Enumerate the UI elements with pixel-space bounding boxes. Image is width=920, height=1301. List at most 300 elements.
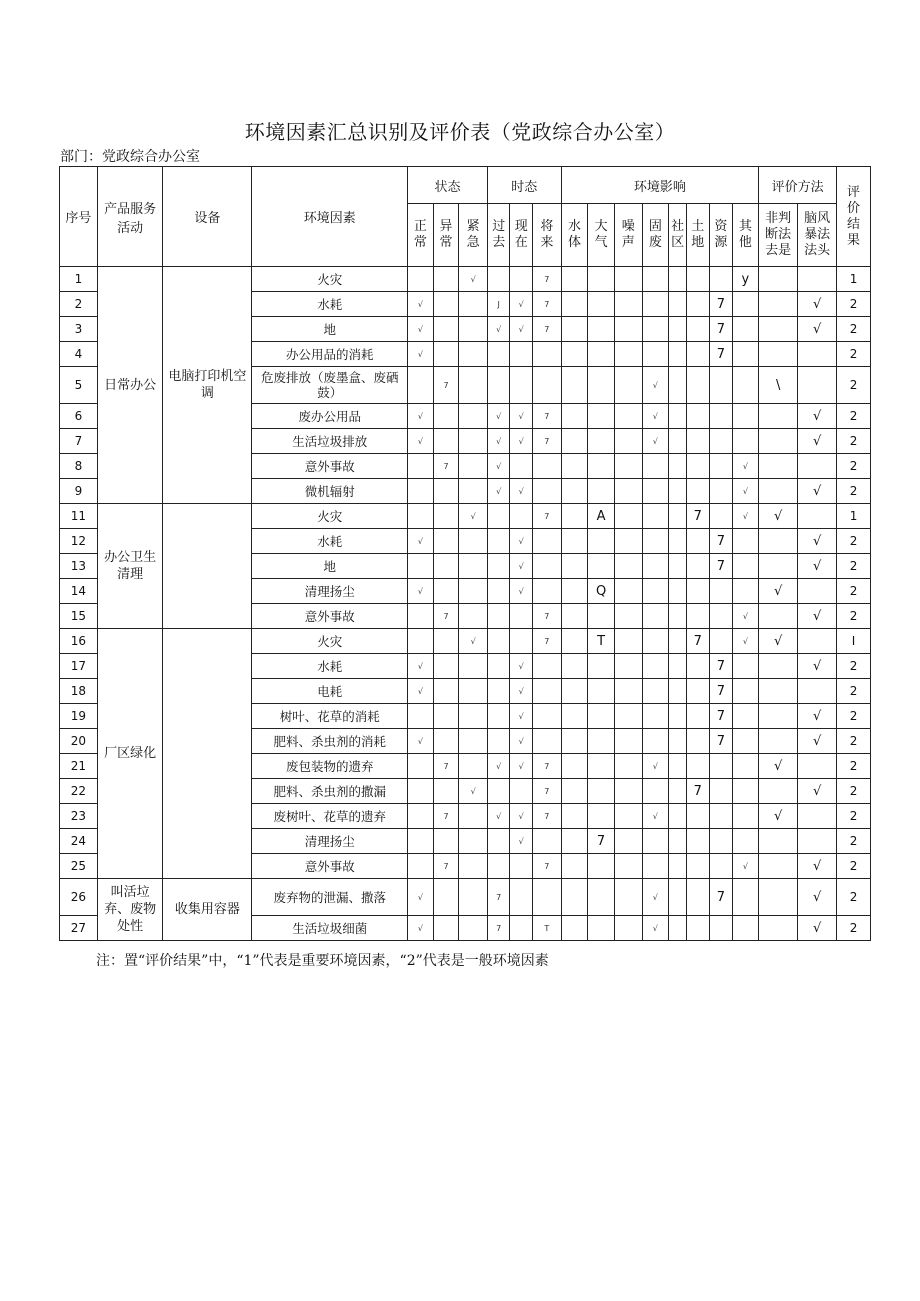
mark-cell [732, 529, 759, 554]
mark-cell [459, 754, 488, 779]
mark-cell [588, 704, 615, 729]
subheader: 噪声 [614, 204, 642, 267]
mark-cell [732, 704, 759, 729]
mark-cell: √ [510, 317, 533, 342]
row-seq: 20 [60, 729, 98, 754]
mark-cell [487, 779, 510, 804]
mark-cell [532, 454, 561, 479]
mark-cell: 7 [686, 504, 710, 529]
mark-cell: √ [798, 479, 837, 504]
mark-cell: √ [510, 579, 533, 604]
mark-cell: √ [732, 454, 759, 479]
mark-cell [459, 342, 488, 367]
mark-cell [642, 529, 669, 554]
mark-cell: 7 [532, 404, 561, 429]
mark-cell [561, 604, 588, 629]
mark-cell [433, 579, 459, 604]
mark-cell [510, 504, 533, 529]
mark-cell [588, 916, 615, 941]
mark-cell [561, 829, 588, 854]
mark-cell: 7 [710, 529, 733, 554]
mark-cell [614, 529, 642, 554]
mark-cell [433, 729, 459, 754]
mark-cell [614, 429, 642, 454]
mark-cell [642, 679, 669, 704]
mark-cell: √ [759, 629, 798, 654]
mark-cell [588, 779, 615, 804]
mark-cell [561, 579, 588, 604]
mark-cell [433, 879, 459, 916]
mark-cell [408, 367, 434, 404]
mark-cell: √ [459, 629, 488, 654]
mark-cell [669, 654, 686, 679]
mark-cell: √ [459, 267, 488, 292]
mark-cell: √ [510, 554, 533, 579]
mark-cell [686, 829, 710, 854]
mark-cell: √ [642, 879, 669, 916]
mark-cell [686, 479, 710, 504]
mark-cell [732, 729, 759, 754]
mark-cell [487, 629, 510, 654]
row-result: 2 [837, 729, 871, 754]
mark-cell [732, 579, 759, 604]
mark-cell: √ [459, 779, 488, 804]
mark-cell [642, 267, 669, 292]
group-equipment [163, 504, 252, 629]
mark-cell [487, 679, 510, 704]
mark-cell: √ [798, 429, 837, 454]
mark-cell [561, 479, 588, 504]
mark-cell [798, 804, 837, 829]
mark-cell [588, 342, 615, 367]
mark-cell [669, 804, 686, 829]
group-equipment: 电脑打印机空调 [163, 267, 252, 504]
mark-cell [408, 704, 434, 729]
mark-cell [642, 342, 669, 367]
mark-cell: 7 [532, 292, 561, 317]
row-result: 2 [837, 429, 871, 454]
row-factor: 微机辐射 [252, 479, 408, 504]
row-factor: 废包装物的遗弃 [252, 754, 408, 779]
mark-cell [459, 479, 488, 504]
mark-cell [561, 367, 588, 404]
mark-cell [561, 454, 588, 479]
row-factor: 水耗 [252, 292, 408, 317]
mark-cell [614, 479, 642, 504]
row-seq: 27 [60, 916, 98, 941]
mark-cell [669, 779, 686, 804]
mark-cell [408, 267, 434, 292]
row-factor: 清理扬尘 [252, 829, 408, 854]
mark-cell [588, 754, 615, 779]
mark-cell: 7 [487, 879, 510, 916]
mark-cell: 7 [433, 754, 459, 779]
row-result: 2 [837, 554, 871, 579]
row-seq: 11 [60, 504, 98, 529]
mark-cell: √ [408, 529, 434, 554]
subheader: 非判断法去是 [759, 204, 798, 267]
row-result: 2 [837, 916, 871, 941]
subheader: 脑风暴法法头 [798, 204, 837, 267]
mark-cell: 7 [710, 729, 733, 754]
mark-cell: 7 [532, 779, 561, 804]
mark-cell: √ [759, 754, 798, 779]
row-seq: 22 [60, 779, 98, 804]
mark-cell [510, 916, 533, 941]
mark-cell: 7 [532, 429, 561, 454]
mark-cell [669, 429, 686, 454]
mark-cell [669, 554, 686, 579]
mark-cell [710, 504, 733, 529]
mark-cell: √ [510, 429, 533, 454]
mark-cell [669, 454, 686, 479]
row-result: 2 [837, 879, 871, 916]
mark-cell [408, 504, 434, 529]
header-method: 评价方法 [759, 167, 837, 204]
row-factor: 火灾 [252, 629, 408, 654]
mark-cell [459, 729, 488, 754]
row-factor: 树叶、花草的消耗 [252, 704, 408, 729]
mark-cell: √ [487, 754, 510, 779]
mark-cell: 7 [487, 916, 510, 941]
row-result: 2 [837, 779, 871, 804]
mark-cell: 7 [710, 879, 733, 916]
header-equipment: 设备 [163, 167, 252, 267]
mark-cell [642, 479, 669, 504]
mark-cell [710, 916, 733, 941]
subheader: 土地 [686, 204, 710, 267]
row-seq: 24 [60, 829, 98, 854]
header-activity: 产品服务活动 [97, 167, 163, 267]
row-factor: 水耗 [252, 654, 408, 679]
row-seq: 3 [60, 317, 98, 342]
mark-cell [588, 454, 615, 479]
mark-cell [459, 429, 488, 454]
mark-cell [614, 854, 642, 879]
mark-cell [798, 342, 837, 367]
mark-cell [561, 804, 588, 829]
mark-cell [686, 916, 710, 941]
mark-cell [532, 554, 561, 579]
mark-cell [459, 554, 488, 579]
mark-cell [408, 629, 434, 654]
mark-cell: √ [408, 729, 434, 754]
mark-cell: √ [408, 342, 434, 367]
row-result: 2 [837, 829, 871, 854]
mark-cell [686, 267, 710, 292]
mark-cell [408, 554, 434, 579]
row-factor: 意外事故 [252, 854, 408, 879]
mark-cell [798, 579, 837, 604]
mark-cell [532, 654, 561, 679]
mark-cell [686, 604, 710, 629]
mark-cell [561, 754, 588, 779]
mark-cell [588, 679, 615, 704]
mark-cell [759, 704, 798, 729]
mark-cell [642, 704, 669, 729]
row-factor: 火灾 [252, 267, 408, 292]
mark-cell [669, 267, 686, 292]
mark-cell: 7 [710, 654, 733, 679]
mark-cell [487, 579, 510, 604]
mark-cell: √ [487, 404, 510, 429]
subheader: 其他 [732, 204, 759, 267]
mark-cell [588, 804, 615, 829]
table-row [60, 504, 871, 529]
mark-cell [732, 342, 759, 367]
mark-cell [798, 367, 837, 404]
mark-cell: √ [408, 579, 434, 604]
row-seq: 17 [60, 654, 98, 679]
mark-cell [669, 879, 686, 916]
row-result: 2 [837, 342, 871, 367]
mark-cell [686, 729, 710, 754]
mark-cell [732, 804, 759, 829]
group-equipment [163, 629, 252, 879]
row-seq: 19 [60, 704, 98, 729]
mark-cell [487, 829, 510, 854]
mark-cell: √ [732, 629, 759, 654]
row-result: 2 [837, 604, 871, 629]
row-seq: 18 [60, 679, 98, 704]
mark-cell [459, 854, 488, 879]
mark-cell [561, 267, 588, 292]
mark-cell: √ [642, 804, 669, 829]
mark-cell [588, 404, 615, 429]
mark-cell [669, 679, 686, 704]
mark-cell [588, 292, 615, 317]
mark-cell [710, 479, 733, 504]
mark-cell [588, 554, 615, 579]
mark-cell [759, 779, 798, 804]
mark-cell [408, 479, 434, 504]
mark-cell [759, 854, 798, 879]
mark-cell: T [588, 629, 615, 654]
mark-cell: √ [459, 504, 488, 529]
mark-cell [642, 292, 669, 317]
table-row [60, 267, 871, 292]
mark-cell [408, 454, 434, 479]
mark-cell [669, 479, 686, 504]
mark-cell [561, 629, 588, 654]
mark-cell [532, 579, 561, 604]
mark-cell [433, 654, 459, 679]
mark-cell [614, 404, 642, 429]
mark-cell [759, 479, 798, 504]
mark-cell [487, 342, 510, 367]
row-seq: 5 [60, 367, 98, 404]
mark-cell [459, 604, 488, 629]
mark-cell [487, 529, 510, 554]
mark-cell: √ [642, 754, 669, 779]
mark-cell: √ [510, 804, 533, 829]
mark-cell [561, 529, 588, 554]
mark-cell: √ [798, 404, 837, 429]
mark-cell [759, 729, 798, 754]
mark-cell [487, 504, 510, 529]
mark-cell [732, 429, 759, 454]
mark-cell [798, 754, 837, 779]
mark-cell [614, 754, 642, 779]
mark-cell [433, 829, 459, 854]
mark-cell: √ [798, 554, 837, 579]
mark-cell [710, 429, 733, 454]
mark-cell [561, 679, 588, 704]
mark-cell [759, 342, 798, 367]
mark-cell: √ [798, 604, 837, 629]
row-result: 2 [837, 317, 871, 342]
mark-cell [459, 367, 488, 404]
mark-cell [686, 679, 710, 704]
mark-cell [759, 879, 798, 916]
header-factor: 环境因素 [252, 167, 408, 267]
header-impact: 环境影响 [561, 167, 759, 204]
mark-cell [732, 292, 759, 317]
mark-cell [614, 317, 642, 342]
row-factor: 办公用品的消耗 [252, 342, 408, 367]
mark-cell: √ [510, 479, 533, 504]
mark-cell [614, 342, 642, 367]
mark-cell: 7 [710, 679, 733, 704]
mark-cell [532, 367, 561, 404]
subheader: 过去 [487, 204, 510, 267]
row-result: 2 [837, 804, 871, 829]
mark-cell [510, 879, 533, 916]
mark-cell [686, 529, 710, 554]
mark-cell [433, 554, 459, 579]
mark-cell [669, 529, 686, 554]
mark-cell: √ [510, 754, 533, 779]
mark-cell [588, 367, 615, 404]
mark-cell: T [532, 916, 561, 941]
row-result: 1 [837, 267, 871, 292]
row-factor: 废办公用品 [252, 404, 408, 429]
mark-cell [710, 629, 733, 654]
mark-cell [561, 654, 588, 679]
mark-cell [759, 404, 798, 429]
mark-cell: √ [510, 654, 533, 679]
mark-cell [408, 604, 434, 629]
mark-cell [614, 879, 642, 916]
mark-cell [459, 679, 488, 704]
mark-cell [798, 679, 837, 704]
mark-cell: 7 [433, 854, 459, 879]
mark-cell: √ [408, 317, 434, 342]
mark-cell [561, 779, 588, 804]
row-result: 2 [837, 529, 871, 554]
mark-cell [710, 367, 733, 404]
mark-cell [532, 829, 561, 854]
mark-cell: 7 [532, 754, 561, 779]
row-seq: 12 [60, 529, 98, 554]
mark-cell [614, 604, 642, 629]
group-activity: 厂区绿化 [97, 629, 163, 879]
header-tense: 时态 [487, 167, 561, 204]
header-seq: 序号 [60, 167, 98, 267]
mark-cell: 7 [710, 317, 733, 342]
mark-cell [710, 454, 733, 479]
mark-cell [588, 267, 615, 292]
mark-cell [614, 679, 642, 704]
row-factor: 废树叶、花草的遗弃 [252, 804, 408, 829]
mark-cell: √ [759, 804, 798, 829]
mark-cell [561, 404, 588, 429]
mark-cell: 7 [532, 504, 561, 529]
mark-cell [561, 317, 588, 342]
mark-cell [433, 317, 459, 342]
mark-cell [798, 829, 837, 854]
mark-cell [614, 367, 642, 404]
mark-cell [487, 854, 510, 879]
mark-cell: √ [487, 454, 510, 479]
row-result: 2 [837, 479, 871, 504]
mark-cell [642, 654, 669, 679]
mark-cell [487, 604, 510, 629]
subheader: 资源 [710, 204, 733, 267]
row-seq: 9 [60, 479, 98, 504]
mark-cell: √ [487, 804, 510, 829]
mark-cell [459, 879, 488, 916]
mark-cell [433, 629, 459, 654]
mark-cell [798, 629, 837, 654]
footnote: 注：置“评价结果”中，“1”代表是重要环境因素，“2”代表是一般环境因素 [96, 953, 549, 969]
mark-cell [614, 629, 642, 654]
mark-cell [759, 429, 798, 454]
mark-cell [614, 504, 642, 529]
mark-cell [759, 604, 798, 629]
mark-cell [408, 829, 434, 854]
mark-cell [532, 679, 561, 704]
mark-cell [686, 317, 710, 342]
subheader: 现在 [510, 204, 533, 267]
mark-cell [710, 854, 733, 879]
mark-cell [561, 554, 588, 579]
subheader: 大气 [588, 204, 615, 267]
mark-cell [686, 292, 710, 317]
mark-cell [510, 604, 533, 629]
row-factor: 地 [252, 317, 408, 342]
subheader: 将来 [532, 204, 561, 267]
row-factor: 地 [252, 554, 408, 579]
mark-cell [710, 804, 733, 829]
mark-cell [510, 342, 533, 367]
mark-cell [686, 342, 710, 367]
row-factor: 肥料、杀虫剂的撒漏 [252, 779, 408, 804]
mark-cell [759, 529, 798, 554]
mark-cell [614, 554, 642, 579]
mark-cell [614, 916, 642, 941]
row-seq: 8 [60, 454, 98, 479]
mark-cell [510, 629, 533, 654]
table-row [60, 879, 871, 916]
mark-cell [669, 292, 686, 317]
mark-cell [614, 579, 642, 604]
mark-cell [686, 754, 710, 779]
mark-cell [433, 779, 459, 804]
mark-cell [732, 404, 759, 429]
subheader: 正常 [408, 204, 434, 267]
mark-cell [732, 654, 759, 679]
mark-cell: √ [798, 654, 837, 679]
row-seq: 2 [60, 292, 98, 317]
page-title: 环境因素汇总识别及评价表（党政综合办公室） [244, 120, 676, 144]
mark-cell: √ [732, 479, 759, 504]
mark-cell [459, 454, 488, 479]
mark-cell: √ [759, 579, 798, 604]
mark-cell: 7 [532, 804, 561, 829]
mark-cell [669, 916, 686, 941]
mark-cell [759, 654, 798, 679]
